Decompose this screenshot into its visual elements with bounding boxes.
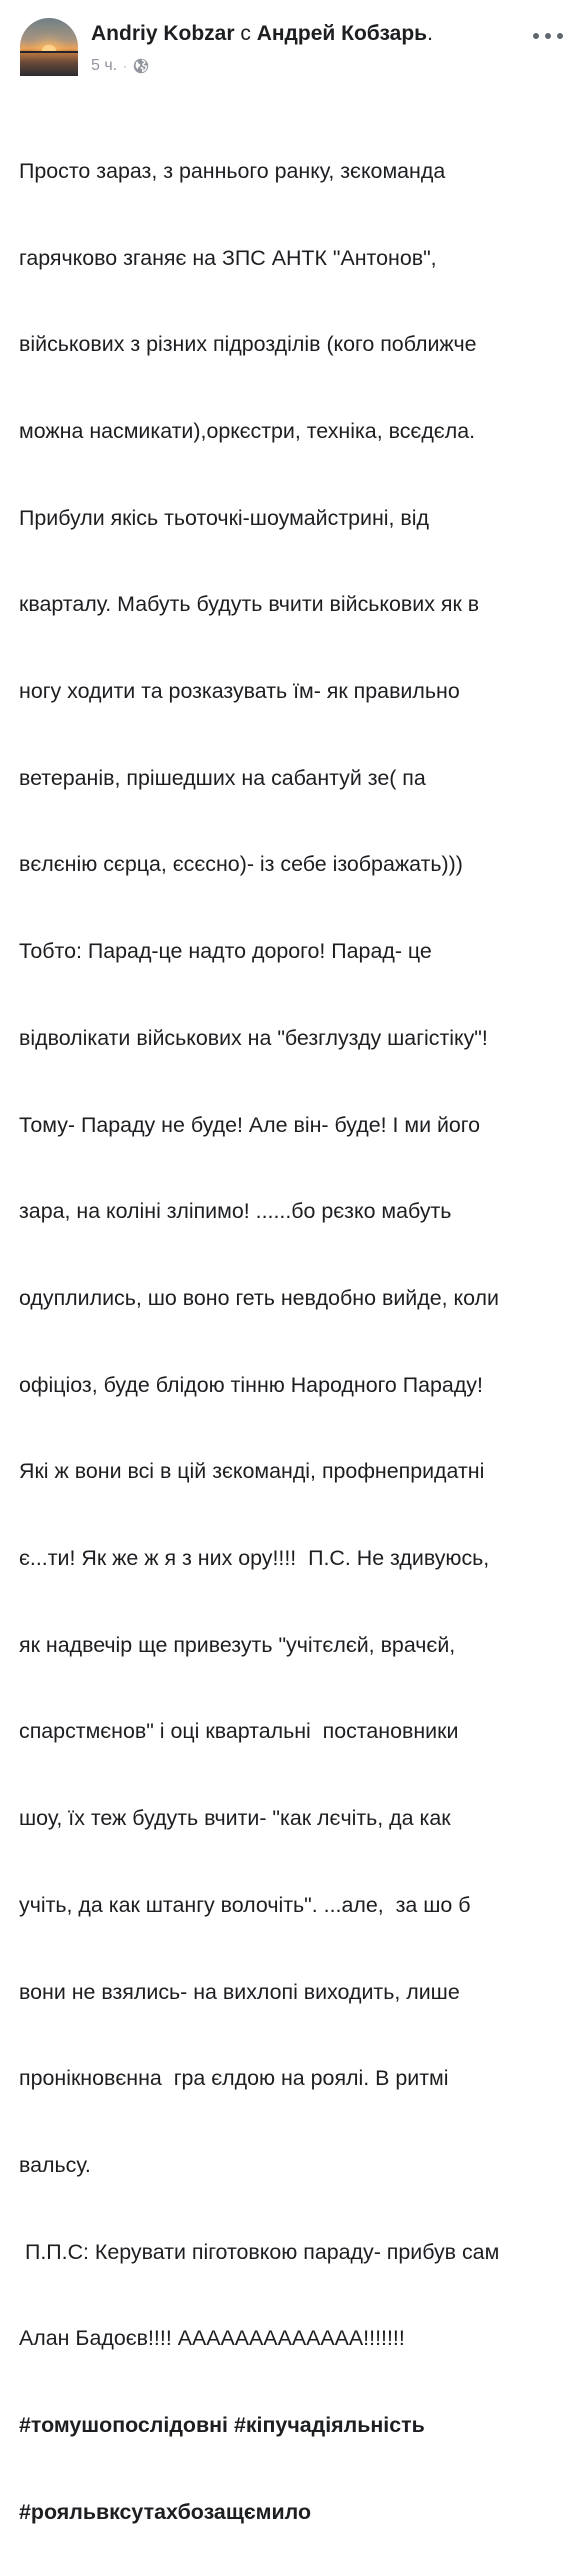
author-line-period: . <box>427 22 433 45</box>
hashtag-link[interactable]: #рояльвксутахбозащємило <box>19 2499 312 2524</box>
post-text-line: вони не взялись- на вихлопі виходить, лише <box>19 1979 460 2004</box>
post-text-line: Тобто: Парад-це надто дорого! Парад- це <box>19 939 432 964</box>
post-meta <box>91 55 149 77</box>
post-text-line: гарячково зганяє на ЗПС АНТК "Антонов", <box>19 245 437 270</box>
more-dot <box>545 33 551 39</box>
post-text-line: П.П.С: Керувати піготовкою параду- прибув сам <box>19 2239 500 2264</box>
post-text-line: Просто зараз, з раннього ранку, зєкоманда <box>19 158 446 183</box>
more-dot <box>557 33 563 39</box>
post-text-line: спарстмєнов" і оці квартальні постановники <box>19 1719 459 1744</box>
post-text-line: військових з різних підрозділів (кого поближче <box>19 332 477 357</box>
post-text-line: пронікновєнна гра єлдою на роялі. В ритмі <box>19 2066 449 2091</box>
author-name-link[interactable]: Andriy Kobzar <box>91 22 235 45</box>
post-text-line: одуплились, шо воно геть невдобно вийде, коли <box>19 1285 499 1310</box>
more-dot <box>533 33 539 39</box>
globe-icon[interactable] <box>133 58 149 74</box>
post-timestamp-link[interactable]: 5 ч. <box>91 57 118 74</box>
post-text-line: як надвечір ще привезуть "учітєлєй, врачєй, <box>19 1632 456 1657</box>
post-text-line: вєлєнію сєрца, єсєсно)- із себе ізображать))) <box>19 852 463 877</box>
post-text-line: ветеранів, прішедших на сабантуй зе( па <box>19 765 426 790</box>
avatar-water <box>20 53 78 76</box>
post-text-line: зара, на коліні зліпимо! ......бо рєзко мабуть <box>19 1199 452 1224</box>
hashtag-line <box>19 2498 584 2527</box>
hashtag-link[interactable]: #кіпучадіяльність <box>233 2413 425 2438</box>
post-text-line: Тому- Параду не буде! Але він- буде! І ми його <box>19 1112 481 1137</box>
post-text-line: Алан Бадоєв!!!! ААААААААААААА!!!!!!! <box>19 2326 405 2351</box>
avatar[interactable] <box>20 18 78 76</box>
post-text <box>19 99 584 2556</box>
post-text-line: можна насмикати),оркєстри, техніка, всєдєла. <box>19 418 476 443</box>
post-text-line: ногу ходити та розказувать їм- як правильно <box>19 679 460 704</box>
post-text-line: учіть, да как штангу волочіть". ...але, за шо б <box>19 1892 471 1917</box>
author-line <box>91 21 433 47</box>
post-text-line: відволікати військових на "безглузду шагістіку"! <box>19 1025 488 1050</box>
tagged-person-link[interactable]: Андрей Кобзарь <box>256 22 428 45</box>
post-text-line: кварталу. Мабуть будуть вчити військових як в <box>19 592 480 617</box>
meta-separator: · <box>123 59 128 73</box>
hashtag-line <box>19 2411 584 2440</box>
post-text-line: вальсу. <box>19 2152 91 2177</box>
post-text-line: Прибули якісь тьоточкі-шоумайстрині, від <box>19 505 430 530</box>
post-text-line: шоу, їх теж будуть вчити- "как лєчіть, да как <box>19 1806 451 1831</box>
with-word: с <box>240 22 251 45</box>
post-text-line: Які ж вони всі в цій зєкоманді, профнепридатні <box>19 1459 485 1484</box>
more-options-icon[interactable] <box>533 31 563 41</box>
post-text-line: офіціоз, буде блідою тінню Народного Параду! <box>19 1372 483 1397</box>
post-header <box>0 0 586 90</box>
post-text-line: є...ти! Як же ж я з них ору!!!! П.С. Не здивуюсь, <box>19 1546 490 1571</box>
hashtag-link[interactable]: #томушопослідовні <box>19 2413 228 2438</box>
